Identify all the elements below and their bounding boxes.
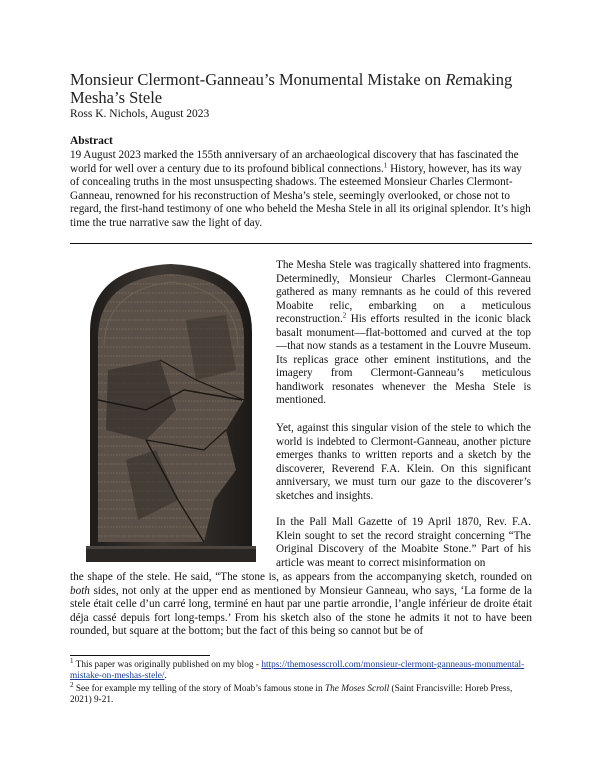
p3-text: the shape of the stele. He said, “The stone is, as appears from the accompanying sketch, rounded on — [70, 571, 532, 583]
body-paragraph-3-cont — [70, 571, 532, 639]
footnote-2-text: See for example my telling of the story of Moab’s famous stone in — [73, 684, 325, 694]
author-line: Ross K. Nichols, August 2023 — [70, 108, 210, 120]
section-divider — [70, 243, 532, 244]
mesha-stele-photo — [86, 260, 256, 562]
footnote-2-end: (Saint Francisville: Horeb Press, 2021) 9-21. — [70, 684, 513, 705]
abstract-paragraph — [70, 149, 532, 231]
p1-text: The Mesha Stele was tragically shattered into fragments. Determinedly, Monsieur Charles Clermont-Ganneau gathered as many remnants as he could of this revered Moabite relic, embarking on a meticulous reconstruction. — [276, 259, 531, 325]
footnote-ref-1[interactable]: 1 — [383, 160, 388, 169]
footnote-1-number: 1 — [70, 656, 74, 665]
p1-text-cont: His efforts resulted in the iconic black basalt monument—flat-bottomed and curved at the top—that now stands as a testament in the Louvre Museum. Its replicas grace other eminent institutions, and the imagery from Clermont-Ganneau’s meticulous handiwork resonates whenever the Mesha Stele is mentioned. — [276, 313, 531, 406]
title-text: Monsieur Clermont-Ganneau’s Monumental Mistake on — [70, 70, 446, 89]
footnote-1 — [70, 656, 532, 682]
footnote-ref-2[interactable]: 2 — [342, 311, 347, 320]
abstract-text: 19 August 2023 marked the 155th anniversary of an archaeological discovery that has fascinated the world for well over a century due to its profound biblical connections. — [70, 149, 519, 175]
body-paragraph-1 — [276, 259, 531, 408]
footnote-1-end: . — [164, 671, 167, 681]
footnote-2 — [70, 680, 532, 706]
body-paragraph-2: Yet, against this singular vision of the stele to which the world is indebted to Clermont-Ganneau, another picture emerges thanks to written reports and a sketch by the discoverer, Reverend F.A. Klein. On this significant anniversary, we must turn our gaze to the discoverer’s sketches and insights. — [276, 422, 531, 502]
title-italic: Re — [445, 70, 463, 89]
paper-title — [70, 71, 540, 107]
footnote-1-link[interactable]: https://themosesscroll.com/monsieur-clermont-ganneaus-monumental-mistake-on-meshas-stele/ — [70, 660, 525, 681]
abstract-heading: Abstract — [70, 135, 113, 147]
title-text-end: making Mesha’s Stele — [70, 70, 513, 107]
abstract-text-cont: History, however, has its way of concealing truths in the most unsuspecting shadows. The esteemed Monsieur Charles Clermont-Ganneau, renowned for his reconstruction of Mesha’s stele, seemingly overlooked, or chose not to regard, the first-hand testimony of one who beheld the Mesha Stele in all its original splendor. It’s high time the true narrative saw the light of day. — [70, 162, 531, 229]
p3-italic: both — [70, 584, 90, 597]
footnote-divider — [70, 655, 210, 656]
footnote-1-text: This paper was originally published on my blog - — [73, 660, 262, 670]
footnote-2-number: 2 — [70, 680, 74, 689]
p3-text-cont: sides, not only at the upper end as mentioned by Monsieur Ganneau, who says, ‘La forme de la stele était celle d’un carré long, terminé en haut par une partie arrondie, l’angle inférieur de droite était déja cassé depuis fort long-temps.’ From his sketch also of the stone he admits it not to have been rounded, but square at the bottom; but the fact of this being so cannot but be of — [70, 584, 532, 637]
body-paragraph-3: In the Pall Mall Gazette of 19 April 1870, Rev. F.A. Klein sought to set the record straight concerning “The Original Discovery of the Moabite Stone.” Part of his article was meant to correct misinformation on — [276, 516, 531, 569]
footnote-2-book-title: The Moses Scroll — [324, 684, 390, 694]
